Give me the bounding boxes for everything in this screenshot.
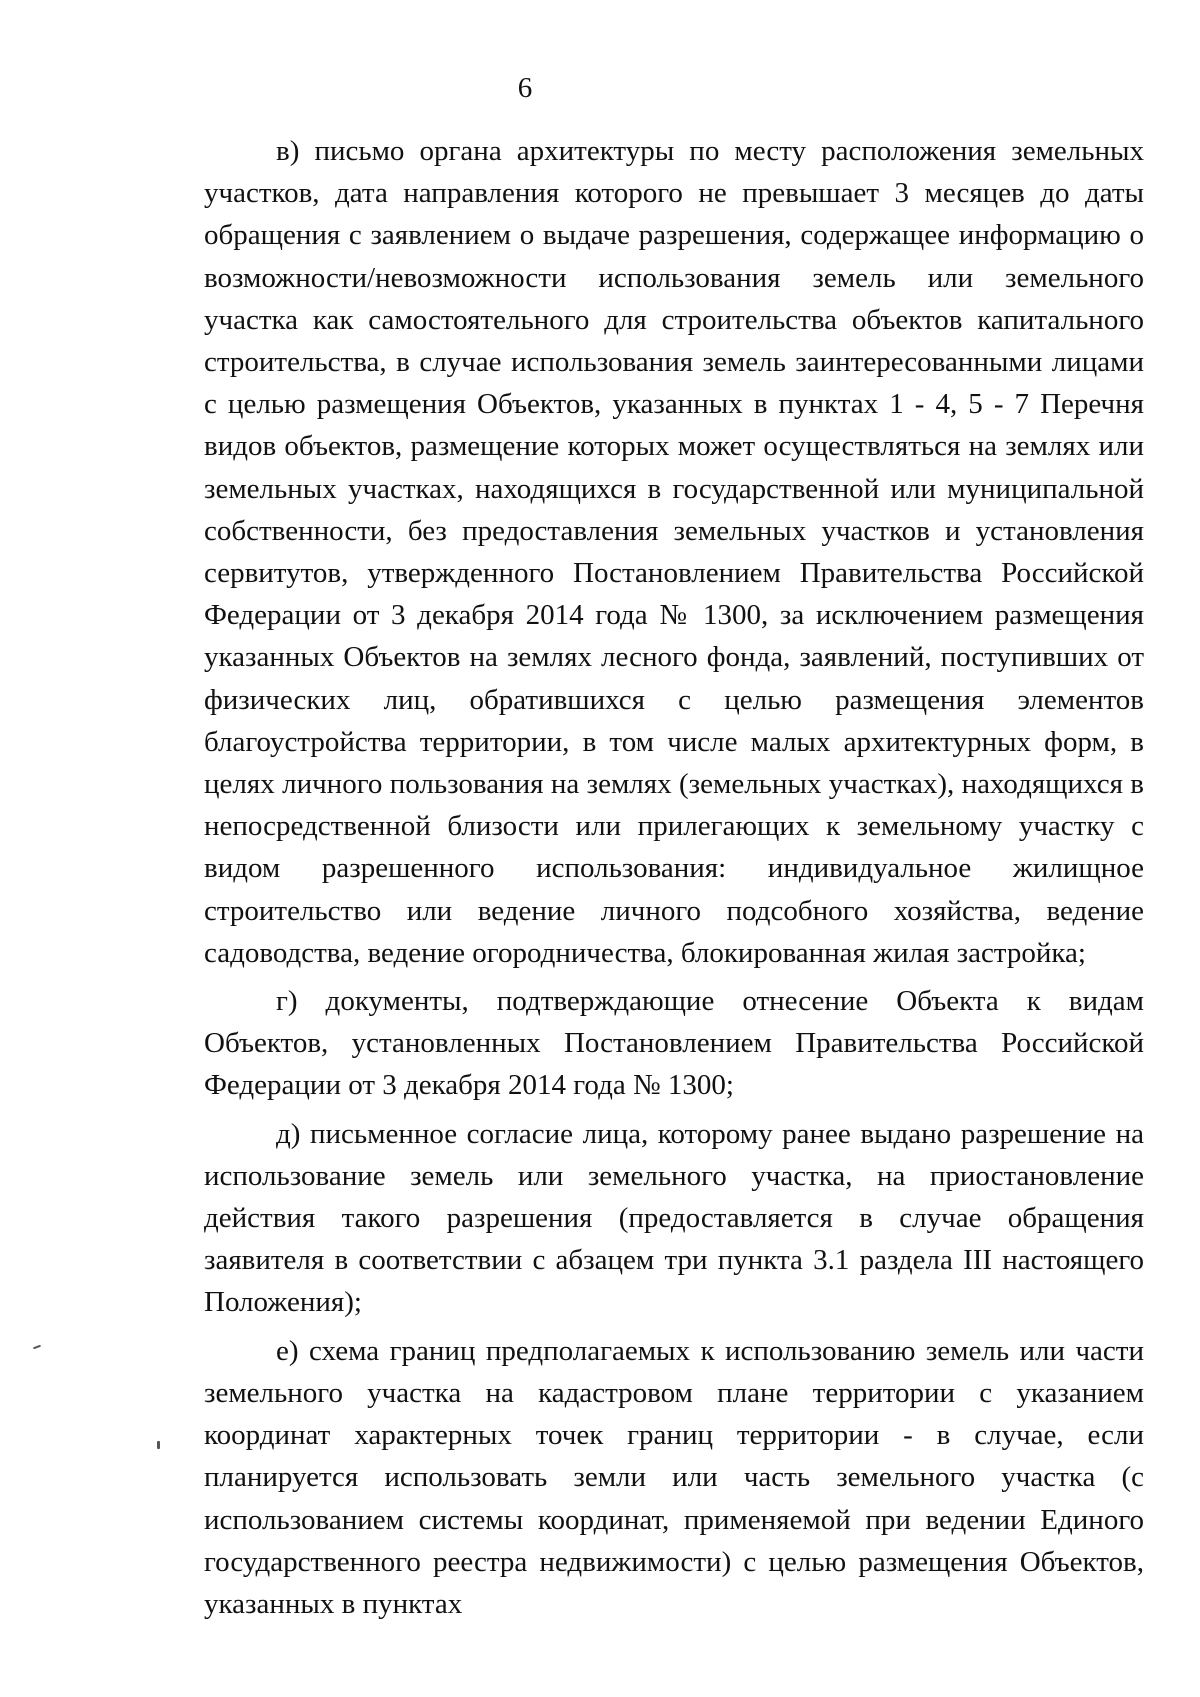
paragraph-e-boundary-scheme: е) схема границ предполагаемых к использованию земель или части земельного участка на кадастровом плане территории с указанием координат характерных точек границ территории - в случае, если планируется использовать земли или часть земельного участка (с использованием системы координат, применяемой при ведении Единого государственного реестра недвижимости) с целью размещения Объектов, указанных в пунктах (204, 1334, 1144, 1620)
paragraph-d-written-consent: д) письменное согласие лица, которому ранее выдано разрешение на использование земель или земельного участка, на приостановление действия такого разрешения (предоставляется в случае обращения заявителя в соответствии с абзацем три пункта 3.1 раздела III настоящего Положения); (204, 1117, 1144, 1319)
page-number: 6 (517, 72, 533, 104)
paragraph-v-architecture-letter: в) письмо органа архитектуры по месту расположения земельных участков, дата направления которого не превышает 3 месяцев до даты обращения с заявлением о выдаче разрешения, содержащее информацию о возможности/невозможности использования земель или земельного участка как самостоятельного для строительства объектов капитального строительства, в случае использования земель заинтересованными лицами с целью размещения Объектов, указанных в пунктах 1 - 4, 5 - 7 Перечня видов объектов, размещение которых может осуществляться на землях или земельных участках, находящихся в государственной или муниципальной собственности, без предоставления земельных участков и установления сервитутов, утвержденного Постановлением Правительства Российской Федерации от 3 декабря 2014 года № 1300, за исключением размещения указанных Объектов на землях лесного фонда, заявлений, поступивших от физических лиц, обратившихся с целью размещения элементов благоустройства территории, в том числе малых архитектурных форм, в целях личного пользования на землях (земельных участках), находящихся в непосредственной близости или прилегающих к земельному участку с видом разрешенного использования: индивидуальное жилищное строительство или ведение личного подсобного хозяйства, ведение садоводства, ведение огородничества, блокированная жилая застройка; (204, 135, 1144, 969)
scan-speck (157, 1441, 160, 1449)
paragraph-g-object-documents: г) документы, подтверждающие отнесение Объекта к видам Объектов, установленных Постановлением Правительства Российской Федерации от 3 декабря 2014 года № 1300; (204, 985, 1144, 1102)
scan-speck (33, 1345, 41, 1350)
document-body (204, 130, 1144, 1625)
